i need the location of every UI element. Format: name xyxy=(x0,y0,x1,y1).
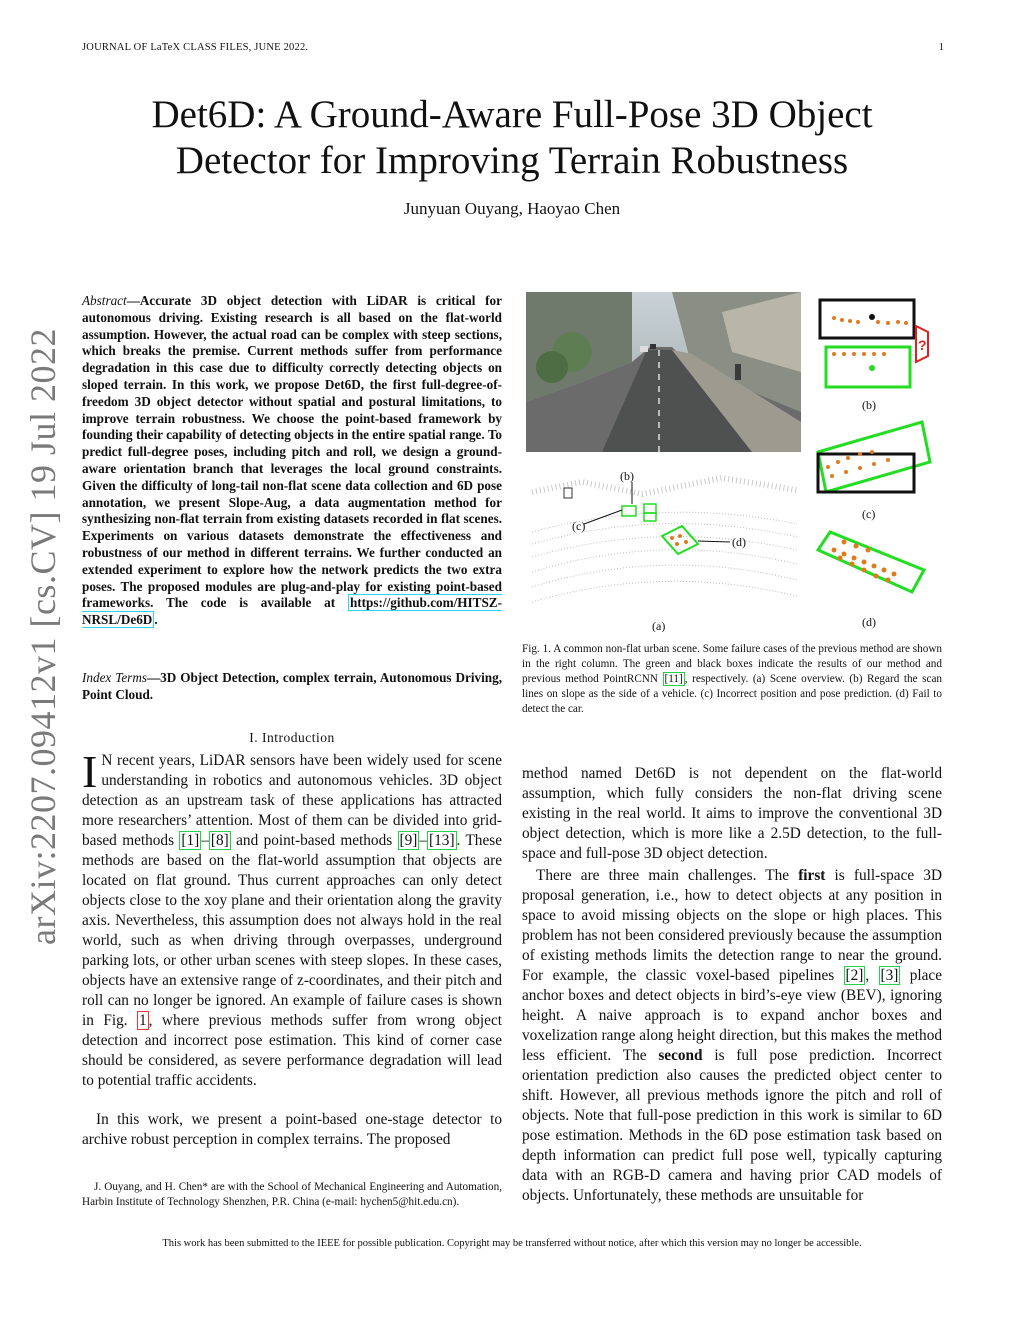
label-d: (d) xyxy=(862,615,876,629)
index-terms-label: Index Terms xyxy=(82,670,147,685)
citation-link[interactable]: [1] xyxy=(181,832,200,849)
citation-link[interactable]: [13] xyxy=(429,832,455,849)
submission-note: This work has been submitted to the IEEE for possible publication. Copyright may be transferred without notice, after which this version may no longer be accessible. xyxy=(162,1238,862,1249)
dropcap: I xyxy=(82,746,98,797)
paper-title xyxy=(60,92,964,184)
code-link[interactable]: https://github.com/HITSZ-NRSL/De6D xyxy=(82,595,502,628)
citation-link[interactable]: [2] xyxy=(845,967,864,984)
intro-paragraph-2: In this work, we present a point-based one-stage detector to archive robust perception in complex terrains. The proposed xyxy=(82,1111,502,1148)
question-mark: ? xyxy=(918,337,927,353)
right-paragraph-1: method named Det6D is not dependent on the flat-world assumption, which fully considers the non-flat driving scene existing in the real world. It aims to improve the conventional 3D object detection, which is more like a 2.5D detection, to the full-space and full-pose 3D object detection. xyxy=(522,765,942,862)
panel-c xyxy=(818,422,930,521)
section-heading: I. Introduction xyxy=(249,730,335,745)
author-footnote: J. Ouyang, and H. Chen* are with the School of Mechanical Engineering and Automation, Harbin Institute of Technology Shenzhen, P.R. China (e-mail: hychen5@hit.edu.cn). xyxy=(82,1181,502,1208)
abstract-text: —Accurate 3D object detection with LiDAR is critical for autonomous driving. Existing research is all based on the flat-world assumption. However, the actual road can be complex with steep sections, which breaks the premise. Current methods suffer from performance degradation in this case due to difficulty correctly detecting objects on sloped terrain. In this work, we propose Det6D, the first full-degree-of-freedom 3D object detector without spatial and postural limitations, to improve terrain robustness. We choose the point-based framework by founding their capability of detecting objects in the entire spatial range. To predict full-degree poses, including pitch and roll, we design a ground-aware orientation branch that leverages the local ground constraints. Given the difficulty of long-tail non-flat scene data collection and 6D pose annotation, we present Slope-Aug, a data augmentation method for synthesizing non-flat terrain from existing datasets recorded in flat scenes. Experiments on various datasets demonstrate the effectiveness and robustness of our method in different terrains. We further conducted an extended experiment to explore how the network predicts the two extra poses. The proposed modules are plug-and-play for existing point-based frameworks. The code is available at xyxy=(82,293,502,611)
intro-paragraph-1: I N recent years, LiDAR sensors have been widely used for scene understanding in robotics and autonomous vehicles. 3D object detection as an upstream task of these applications has attracted more researchers’ attention. Most of them can be divided into grid-based methods [1] – [8] and point-based methods [9] – [13] . These methods are based on the flat-world assumption that objects are located on flat ground. Thus current approaches can only detect objects close to the xoy plane and their orientation along the gravity axis. Nevertheless, this assumption does not always hold in the real world, such as when driving through overpasses, underground parking lots, or other urban scenes with steep slopes. In these cases, objects have an extensive range of z-coordinates, and their pitch and roll can no longer be ignored. An example of failure cases is shown in Fig. 1 , where previous methods suffer from wrong object detection and incorrect pose estimation. This kind of corner case should be considered, as severe performance degradation will lead to potential traffic accidents. xyxy=(82,746,502,1089)
citation-link[interactable]: [8] xyxy=(210,832,229,849)
label-d-inline: (d) xyxy=(732,535,746,549)
running-header: JOURNAL OF LaTeX CLASS FILES, JUNE 2022. xyxy=(82,42,309,53)
right-paragraph-2: There are three main challenges. The first is full-space 3D proposal generation, i.e., how to detect objects at any position in space to avoid missing objects on the slope or high places. This problem has not been considered previously because the assumption of existing methods limits the detection range to near the ground. For example, the classic voxel-based pipelines [2] , [3] place anchor boxes and detect objects in bird’s-eye view (BEV), ignoring height. A naive approach is to expand anchor boxes and voxelization range along height direction, but this makes the method less efficient. The second is full pose prediction. Incorrect orientation prediction also causes the predicted object center to shift. However, all previous methods ignore the pitch and roll of objects. Note that full-pose prediction in this work is similar to 6D pose estimation. Methods in the 6D pose estimation task based on depth information can predict full pose well, typically capturing data with an RGB-D camera and having prior CAD models of objects. Unfortunately, these methods are unsuitable for xyxy=(522,867,943,1204)
label-b-inline: (b) xyxy=(620,469,634,483)
title-line-2: Detector for Improving Terrain Robustness xyxy=(175,139,849,182)
page-number: 1 xyxy=(938,42,944,53)
figure-1 xyxy=(522,292,942,632)
citation-link[interactable]: [11] xyxy=(664,673,683,685)
authors: Junyuan Ouyang, Haoyao Chen xyxy=(403,199,621,218)
figure-link[interactable]: 1 xyxy=(139,1012,147,1029)
index-terms xyxy=(82,670,502,704)
label-a: (a) xyxy=(652,619,666,632)
label-b: (b) xyxy=(862,398,876,412)
label-c-inline: (c) xyxy=(572,519,586,533)
citation-link[interactable]: [9] xyxy=(399,832,418,849)
point-cloud-scene xyxy=(526,469,801,632)
abstract-label: Abstract xyxy=(82,293,127,308)
street-photo xyxy=(526,292,801,452)
title-line-1: Det6D: A Ground-Aware Full-Pose 3D Object xyxy=(151,93,873,136)
index-terms-text: —3D Object Detection, complex terrain, Autonomous Driving, Point Cloud. xyxy=(82,670,502,702)
panel-b xyxy=(820,300,928,412)
caption-label: Fig. 1. xyxy=(522,643,551,655)
figure-caption: Fig. 1. A common non-flat urban scene. Some failure cases of the previous method are shown in the right column. The green and black boxes indicate the results of our method and previous method PointRCNN [11] , respectively. (a) Scene overview. (b) Regard the scan lines on slope as the side of a vehicle. (c) Incorrect position and pose prediction. (d) Fail to detect the car. xyxy=(522,643,943,715)
abstract: Abstract—Accurate 3D object detection with LiDAR is critical for autonomous driving. Existing research is all based on the flat-world assumption. However, the actual road can be complex with steep sections, which breaks the premise. Current methods suffer from performance degradation in this case due to difficulty correctly detecting objects on sloped terrain. In this work, we propose Det6D, the first full-degree-of-freedom 3D object detector without spatial and postural limitations, to improve terrain robustness. We choose the point-based framework by founding their capability of detecting objects in the entire spatial range. To predict full-degree poses, including pitch and roll, we design a ground-aware orientation branch that leverages the local ground constraints. Given the difficulty of long-tail non-flat scene data collection and 6D pose annotation, we present Slope-Aug, a data augmentation method for synthesizing non-flat terrain from existing datasets recorded in flat scenes. Experiments on various datasets demonstrate the effectiveness and robustness of our method in different terrains. We further conducted an extended experiment to explore how the network predicts the two extra poses. The proposed modules are plug-and-play for existing point-based frameworks. The code is available at https://github.com/HITSZ-NRSL/De6D . xyxy=(82,293,502,628)
label-c: (c) xyxy=(862,507,876,521)
citation-link[interactable]: [3] xyxy=(880,967,899,984)
arxiv-stamp: arXiv:2207.09412v1 [cs.CV] 19 Jul 2022 xyxy=(23,328,63,945)
panel-d xyxy=(818,532,924,629)
